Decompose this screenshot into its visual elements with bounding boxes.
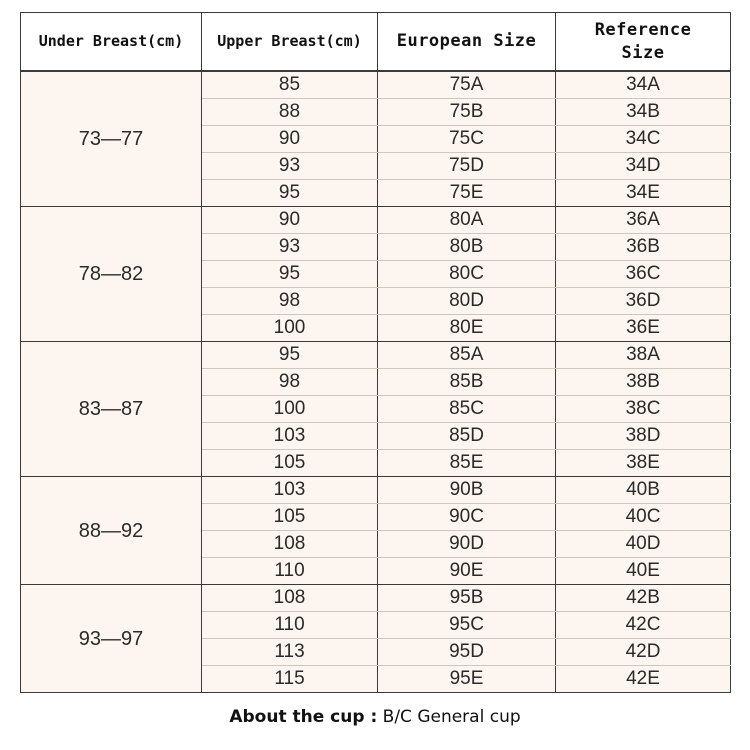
european-size-cell: 80A <box>378 207 556 234</box>
header-reference-size <box>556 13 731 72</box>
upper-breast-cell: 115 <box>202 666 378 693</box>
european-size-cell: 85B <box>378 369 556 396</box>
header-reference-size-line2: Size <box>621 42 665 63</box>
european-size-cell: 95C <box>378 612 556 639</box>
reference-size-cell: 42D <box>556 639 731 666</box>
reference-size-cell: 34E <box>556 180 731 207</box>
cup-footnote-text: B/C General cup <box>377 707 521 727</box>
reference-size-cell: 40C <box>556 504 731 531</box>
european-size-cell: 75E <box>378 180 556 207</box>
european-size-cell: 75D <box>378 153 556 180</box>
under-breast-range-cell: 83—87 <box>21 342 202 477</box>
european-size-cell: 80C <box>378 261 556 288</box>
cup-footnote <box>0 707 750 727</box>
european-size-cell: 90D <box>378 531 556 558</box>
reference-size-cell: 36B <box>556 234 731 261</box>
upper-breast-cell: 103 <box>202 477 378 504</box>
header-european-size: European Size <box>378 13 556 72</box>
under-breast-range-cell: 93—97 <box>21 585 202 693</box>
under-breast-range-cell: 78—82 <box>21 207 202 342</box>
upper-breast-cell: 98 <box>202 288 378 315</box>
upper-breast-cell: 90 <box>202 207 378 234</box>
table-row <box>21 342 731 369</box>
header-under-breast: Under Breast(cm) <box>21 13 202 72</box>
table-row <box>21 71 731 99</box>
european-size-cell: 85A <box>378 342 556 369</box>
reference-size-cell: 36C <box>556 261 731 288</box>
reference-size-cell: 40B <box>556 477 731 504</box>
european-size-cell: 95E <box>378 666 556 693</box>
table-header-row <box>21 13 731 72</box>
reference-size-cell: 36A <box>556 207 731 234</box>
upper-breast-cell: 105 <box>202 504 378 531</box>
under-breast-range-cell: 88—92 <box>21 477 202 585</box>
upper-breast-cell: 100 <box>202 396 378 423</box>
reference-size-cell: 38A <box>556 342 731 369</box>
reference-size-cell: 38C <box>556 396 731 423</box>
european-size-cell: 80E <box>378 315 556 342</box>
upper-breast-cell: 85 <box>202 71 378 99</box>
european-size-cell: 90C <box>378 504 556 531</box>
european-size-cell: 95B <box>378 585 556 612</box>
european-size-cell: 85D <box>378 423 556 450</box>
upper-breast-cell: 93 <box>202 234 378 261</box>
upper-breast-cell: 110 <box>202 558 378 585</box>
reference-size-cell: 38B <box>556 369 731 396</box>
european-size-cell: 85C <box>378 396 556 423</box>
reference-size-cell: 34C <box>556 126 731 153</box>
size-chart-body <box>21 71 731 693</box>
upper-breast-cell: 108 <box>202 585 378 612</box>
upper-breast-cell: 108 <box>202 531 378 558</box>
european-size-cell: 90B <box>378 477 556 504</box>
under-breast-range-cell: 73—77 <box>21 71 202 207</box>
reference-size-cell: 34B <box>556 99 731 126</box>
european-size-cell: 75A <box>378 71 556 99</box>
header-reference-size-line1: Reference <box>594 19 692 40</box>
upper-breast-cell: 95 <box>202 261 378 288</box>
upper-breast-cell: 95 <box>202 342 378 369</box>
size-chart-table <box>20 12 731 693</box>
reference-size-cell: 34A <box>556 71 731 99</box>
upper-breast-cell: 93 <box>202 153 378 180</box>
european-size-cell: 85E <box>378 450 556 477</box>
upper-breast-cell: 98 <box>202 369 378 396</box>
reference-size-cell: 38D <box>556 423 731 450</box>
header-upper-breast: Upper Breast(cm) <box>202 13 378 72</box>
european-size-cell: 75B <box>378 99 556 126</box>
upper-breast-cell: 90 <box>202 126 378 153</box>
upper-breast-cell: 110 <box>202 612 378 639</box>
upper-breast-cell: 113 <box>202 639 378 666</box>
table-row <box>21 477 731 504</box>
upper-breast-cell: 88 <box>202 99 378 126</box>
european-size-cell: 90E <box>378 558 556 585</box>
reference-size-cell: 42C <box>556 612 731 639</box>
reference-size-cell: 38E <box>556 450 731 477</box>
reference-size-cell: 36E <box>556 315 731 342</box>
reference-size-cell: 42B <box>556 585 731 612</box>
reference-size-cell: 34D <box>556 153 731 180</box>
european-size-cell: 80B <box>378 234 556 261</box>
reference-size-cell: 40E <box>556 558 731 585</box>
cup-footnote-label: About the cup : <box>229 707 378 727</box>
reference-size-cell: 40D <box>556 531 731 558</box>
reference-size-cell: 42E <box>556 666 731 693</box>
reference-size-cell: 36D <box>556 288 731 315</box>
upper-breast-cell: 100 <box>202 315 378 342</box>
upper-breast-cell: 103 <box>202 423 378 450</box>
european-size-cell: 95D <box>378 639 556 666</box>
european-size-cell: 75C <box>378 126 556 153</box>
european-size-cell: 80D <box>378 288 556 315</box>
upper-breast-cell: 105 <box>202 450 378 477</box>
upper-breast-cell: 95 <box>202 180 378 207</box>
table-row <box>21 585 731 612</box>
table-row <box>21 207 731 234</box>
